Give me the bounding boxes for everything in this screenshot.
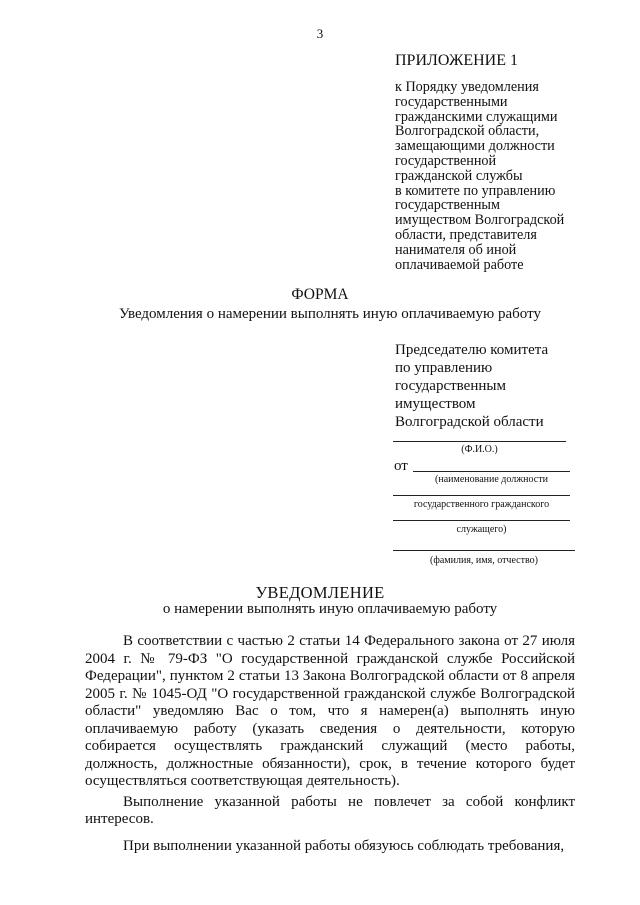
appendix-line: в комитете по управлению [395, 182, 556, 199]
addressee-line: имуществом [395, 396, 476, 412]
fio-line [393, 441, 566, 442]
addressee-line: Председателю комитета [395, 342, 549, 358]
appendix-line: государственной [395, 152, 497, 169]
name-line [393, 550, 575, 551]
position-caption-2: государственного гражданского [413, 499, 550, 510]
appendix-line: оплачиваемой работе [395, 256, 524, 273]
position-line-3 [393, 520, 570, 521]
appendix-title: ПРИЛОЖЕНИЕ 1 [395, 52, 519, 69]
addressee-line: по управлению [395, 360, 493, 376]
appendix-line: государственными [395, 93, 508, 110]
appendix-line: имуществом Волгоградской [395, 212, 565, 229]
body-paragraph: При выполнении указанной работы обязуюсь соблюдать требования, [123, 837, 565, 854]
form-subtitle: Уведомления о намерении выполнять иную оплачиваемую работу [119, 306, 541, 322]
appendix-line: нанимателя об иной [395, 241, 517, 258]
addressee-block [395, 341, 548, 431]
position-caption: (наименование должности [435, 474, 548, 485]
notice-title: УВЕДОМЛЕНИЕ [255, 583, 385, 602]
appendix-line: Волгоградской области, [395, 123, 540, 140]
appendix-line: государственным [395, 197, 500, 214]
appendix-line: гражданскими служащими [395, 108, 558, 125]
position-caption-3: служащего) [456, 524, 507, 535]
body-paragraph: Выполнение указанной работы не повлечет за собой конфликт интересов. [85, 793, 575, 827]
appendix-line: гражданской службы [395, 167, 523, 184]
appendix-line: области, представителя [395, 226, 537, 243]
appendix-line: замещающими должности [395, 138, 555, 155]
body-paragraph: В соответствии с частью 2 статьи 14 Федерального закона от 27 июля 2004 г. № 79-ФЗ "О государственной гражданской службе Российской Федерации", пунктом 2 статьи 13 Закона Волгоградской области от 8 апреля 2005 г. № 1045-ОД "О государственной гражданской службе Волгоградской области" уведомляю Вас о том, что я намерен(а) выполнять иную оплачиваемую работу (указать сведения о деятельности, которую собирается осуществлять гражданский служащий (место работы, должность, должностные обязанности), срок, в течение которого будет осуществляться соответствующая деятельность). [85, 633, 575, 789]
position-line-2 [393, 495, 570, 496]
fio-caption: (Ф.И.О.) [461, 444, 498, 455]
notice-body [85, 633, 575, 855]
form-title: ФОРМА [291, 286, 349, 303]
notice-subtitle: о намерении выполнять иную оплачиваемую работу [162, 601, 498, 617]
from-label: от [394, 458, 408, 474]
position-line [413, 471, 570, 472]
addressee-line: государственным [395, 378, 506, 394]
page-number: 3 [316, 26, 324, 41]
name-caption: (фамилия, имя, отчество) [430, 555, 538, 566]
addressee-line: Волгоградской области [395, 414, 544, 430]
appendix-line: к Порядку уведомления [395, 79, 539, 95]
appendix-subtitle [395, 80, 605, 272]
